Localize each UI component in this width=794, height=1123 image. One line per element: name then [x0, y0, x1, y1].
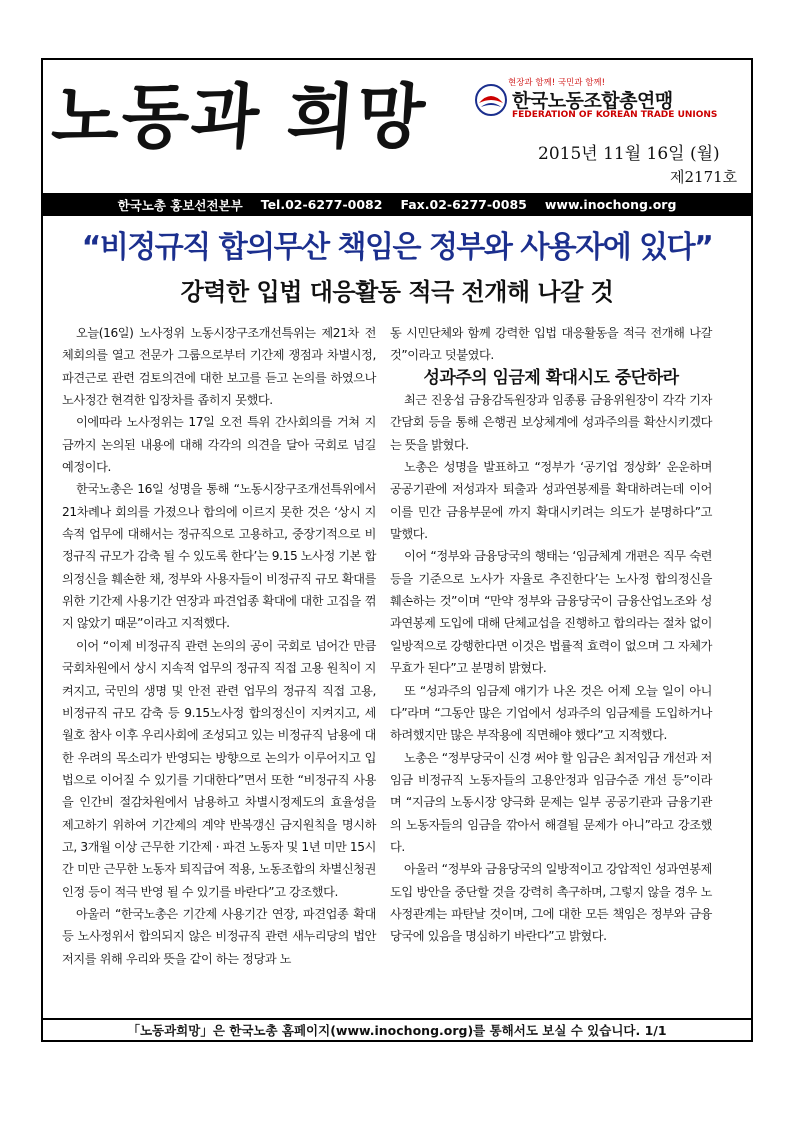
- article-paragraph: 한국노총은 16일 성명을 통해 “노동시장구조개선특위에서 21차례나 회의를 가졌으나 합의에 이르지 못한 것은 ‘상시 지속적 업무에 대해서는 정규직으로 고용하고, 중장기적으로 비정규직 규모가 감축 될 수 있도록 한다’는 9.15 노사정 기본 합의정신을 훼손한 채, 정부와 사용자들이 비정규직 규모 확대를 위한 기간제 사용기간 연장과 파견업종 확대에 대한 고집을 꺾지 않았기 때문”이라고 지적했다.: [62, 482, 376, 631]
- right-column: [390, 322, 712, 948]
- article-paragraph: 최근 진웅섭 금융감독원장과 임종룡 금융위원장이 각각 기자간담회 등을 통해 은행권 보상체계에 성과주의를 확산시키겠다는 뜻을 밝혔다.: [390, 393, 712, 452]
- section-title: 성과주의 임금제 확대시도 중단하라: [423, 367, 679, 388]
- article-paragraph: 이에따라 노사정위는 17일 오전 특위 간사회의를 거쳐 지금까지 논의된 내용에 대해 각각의 의견을 달아 국회로 넘길 예정이다.: [62, 415, 376, 475]
- article-paragraph: 이어 “정부와 금융당국의 행태는 ‘임금체계 개편은 직무 숙련 등을 기준으로 노사가 자율로 추진한다’는 노사정 합의정신을 훼손하는 것”이며 “만약 정부와 금융당국이 금융산업노조와 성과연봉제 도입에 대해 단체교섭을 진행하고 합의라는 절차 없이 일방적으로 강행한다면 이것은 법률적 효력이 없으며 그 자체가 무효가 된다”고 분명히 밝혔다.: [390, 549, 712, 676]
- article-continuation: 동 시민단체와 함께 강력한 입법 대응활동을 적극 전개해 나갈 것”이라고 덧붙였다.: [390, 326, 712, 363]
- article-paragraph: 또 “성과주의 임금제 얘기가 나온 것은 어제 오늘 일이 아니다”라며 “그동안 많은 기업에서 성과주의 임금제를 도입하거나 하려했지만 많은 부작용에 직면해야 했다”고 지적했다.: [390, 683, 712, 743]
- department-label: 한국노총 홍보선전본부: [117, 197, 243, 213]
- left-column: [62, 322, 376, 970]
- contact-bar: [42, 193, 752, 216]
- article-paragraph: 노총은 “정부당국이 신경 써야 할 임금은 최저임금 개선과 저임금 비정규직 노동자들의 고용안정과 임금수준 개선 등”이라며 “지금의 노동시장 양극화 문제는 일부 공공기관과 금융기관의 노동자들의 임금을 깎아서 해결될 문제가 아니”라고 강조했다.: [390, 750, 712, 854]
- fktu-logo-icon: [474, 83, 508, 117]
- tel-label: Tel.02-6277-0082: [260, 197, 383, 212]
- article-paragraph: 아울러 “정부와 금융당국의 일방적이고 강압적인 성과연봉제 도입 방안을 중단할 것을 강력히 촉구하며, 그렇지 않을 경우 노사정관계는 파탄날 것이며, 그에 대한 모든 책임은 정부와 금융당국에 있음을 명심하기 바란다”고 밝혔다.: [390, 862, 712, 944]
- masthead-title: 노동과 희망: [49, 75, 430, 158]
- subheadline: 강력한 입법 대응활동 적극 전개해 나갈 것: [180, 278, 614, 306]
- logo-english: FEDERATION OF KOREAN TRADE UNIONS: [512, 110, 718, 120]
- issue-number: 제2171호: [670, 168, 738, 186]
- article-paragraph: 오늘(16일) 노사정위 노동시장구조개선특위는 제21차 전체회의를 열고 전문가 그룹으로부터 기간제 쟁점과 차별시정, 파견근로 관련 검토의견에 대한 보고를 듣고 논의를 하였으나 노사정간 현격한 입장차를 좁히지 못했다.: [62, 326, 376, 408]
- logo-tagline: 현장과 함께! 국민과 함께!: [508, 78, 606, 88]
- article-paragraph: 노총은 성명을 발표하고 “정부가 ‘공기업 정상화’ 운운하며 공공기관에 저성과자 퇴출과 성과연봉제를 확대하려는데 이어 이를 민간 금융부문에 까지 확대시키려는 의도가 분명하다”고 말했다.: [390, 460, 712, 542]
- footer-notice: 「노동과희망」은 한국노총 홈페이지(www.inochong.org)를 통해서도 보실 수 있습니다. 1/1: [41, 1018, 753, 1042]
- logo-name: 한국노동조합총연맹: [512, 90, 673, 112]
- headline: “비정규직 합의무산 책임은 정부와 사용자에 있다”: [81, 230, 713, 265]
- fax-label: Fax.02-6277-0085: [400, 197, 527, 212]
- article-paragraph: 이어 “이제 비정규직 관련 논의의 공이 국회로 넘어간 만큼 국회차원에서 상시 지속적 업무의 정규직 직접 고용 원칙이 지켜지고, 국민의 생명 및 안전 관련 업무의 정규직 직접 고용, 비정규직 규모 감축 등 9.15노사정 합의정신이 지켜지고, 세월호 참사 이후 우리사회에 조성되고 있는 비정규직 남용에 대한 우려의 목소리가 반영되는 방향으로 논의가 이루어지고 입법으로 이어질 수 있기를 기대한다”면서 또한 “비정규직 사용을 인간비 절감차원에서 남용하고 차별시정제도의 효율성을 제고하기 위하여 기간제의 계약 반복갱신 금지원칙을 명시하고, 3개월 이상 근무한 기간제 · 파견 노동자 및 1년 미만 15시간 미만 근무한 노동자 퇴직급여 적용, 노동조합의 차별신청권 인정 등이 적극 반영 될 수 있기를 바란다”고 강조했다.: [62, 638, 376, 899]
- article-paragraph: 아울러 “한국노총은 기간제 사용기간 연장, 파견업종 확대 등 노사정위서 합의되지 않은 비정규직 관련 새누리당의 법안 저지를 위해 우리와 뜻을 같이 하는 정당과 노: [62, 906, 376, 966]
- issue-date: 2015년 11월 16일 (월): [538, 144, 720, 164]
- website-link[interactable]: www.inochong.org: [544, 197, 677, 212]
